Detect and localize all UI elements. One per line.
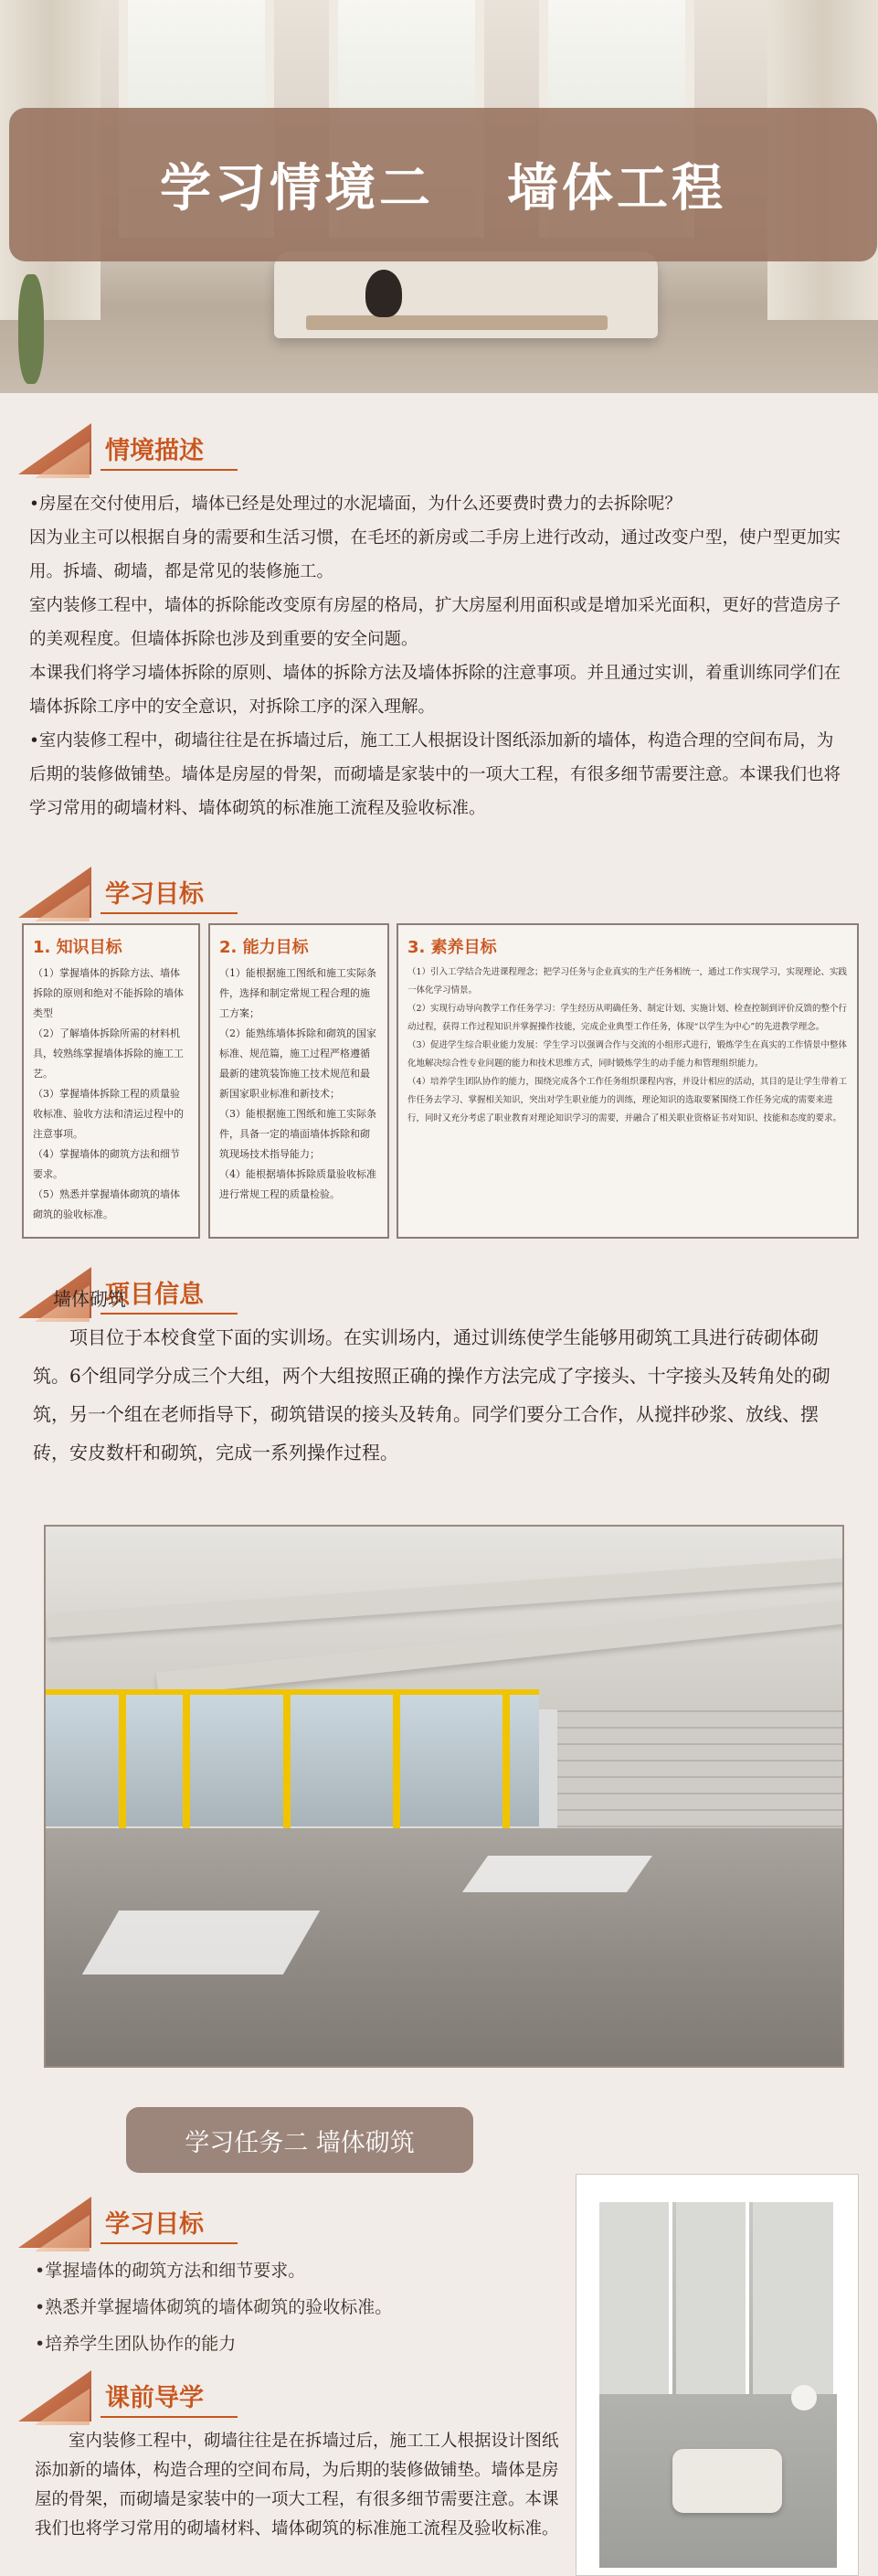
divider [100, 469, 238, 471]
wall-panel [599, 2202, 672, 2394]
divider [100, 912, 238, 914]
scenario-text [29, 487, 850, 825]
box-title: 3. 素养目标 [407, 938, 497, 957]
vase-image [365, 270, 402, 317]
paragraph: •房屋在交付使用后，墙体已经是处理过的水泥墙面，为什么还要费时费力的去拆除呢？ [29, 495, 682, 514]
paragraph: 本课我们将学习墙体拆除的原则、墙体的拆除方法及墙体拆除的注意事项。并且通过实训，着重训练同学们在墙体拆除工序中的安全意识，对拆除工序的深入理解。 [29, 664, 841, 717]
window-bar [393, 1695, 400, 1832]
section-heading-task-goals [18, 2189, 384, 2253]
window-bar [502, 1695, 510, 1832]
section-heading-preview [18, 2363, 384, 2427]
goals-grid [18, 923, 859, 1239]
section-label: 课前导学 [105, 2384, 204, 2412]
brick-wall [557, 1705, 844, 1842]
project-text [33, 1280, 848, 1472]
sunlight [82, 1911, 320, 1975]
windows [46, 1689, 539, 1826]
section-heading-scenario [18, 416, 384, 480]
wall-panel [676, 2202, 749, 2394]
plant-image [18, 274, 44, 384]
divider [100, 2416, 238, 2418]
title-band [9, 108, 877, 261]
training-site-photo [44, 1525, 844, 2068]
hero-banner [0, 0, 878, 393]
page-title [160, 148, 726, 221]
section-label: 项目信息 [105, 1281, 204, 1309]
box-text: （1）引入工学结合先进课程理念；把学习任务与企业真实的生产任务相统一，通过工作实现学习，实现理论、实践一体化学习情景。 （2）实现行动导向教学工作任务学习：学生经历从明确任务、制定计划、实施计划、检查控制到评价反馈的整个行动过程，获得工作过程知识并掌握操作技能，完成企业典型工作任务，体现“以学生为中心”的先进教学理念。 （3）促进学生综合职业能力发展：学生学习以强调合作与交流的小组形式进行，锻炼学生在真实的工作情景中整体化地解决综合性专业问题的能力和技术思维方式，同时锻炼学生的动手能力和管理组织能力。 （4）培养学生团队协作的能力，围绕完成各个工作任务组织课程内容，并设计相应的活动，其目的是让学生带着工作任务去学习、掌握相关知识，突出对学生职业能力的训练，理论知识的选取要紧围绕工作任务完成的需要来进行，同时又充分考虑了职业教育对理论知识学习的需要，并融合了相关职业资格证书对知识、技能和态度的要求。 [407, 967, 848, 1123]
room-image [599, 2202, 837, 2568]
box-text: （1）能根据施工图纸和施工实际条件，选择和制定常规工程合理的施工方案； （2）能熟练墙体拆除和砌筑的国家标准、规范篇，施工过程严格遵循最新的建筑装饰施工技术规范和最新国家职业标准和新技术； （3）能根据施工图纸和施工实际条件，具备一定的墙面墙体拆除和砌筑现场技术指导能力； （4）能根据墙体拆除质量验收标准进行常规工程的质量检验。 [219, 967, 376, 1200]
window-bar [119, 1695, 126, 1832]
section-label: 情境描述 [105, 437, 204, 465]
section-heading-goals [18, 859, 384, 923]
lamp-image [791, 2385, 817, 2411]
knowledge-goal-box [22, 923, 200, 1239]
ability-goal-box [208, 923, 389, 1239]
title-left: 学习情境二 [160, 159, 434, 218]
paragraph: •室内装修工程中，砌墙往往是在拆墙过后，施工工人根据设计图纸添加新的墙体，构造合理的空间布局，为后期的装修做铺垫。墙体是房屋的骨架，而砌墙是家装中的一项大工程，有很多细节需要注意。本课我们也将学习常用的砌墙材料、墙体砌筑的标准施工流程及验收标准。 [29, 731, 841, 818]
interior-photo [576, 2174, 859, 2576]
preview-text: 室内装修工程中，砌墙往往是在拆墙过后，施工工人根据设计图纸添加新的墙体，构造合理的空间布局，为后期的装修做铺垫。墙体是房屋的骨架，而砌墙是家装中的一项大工程，有很多细节需要注意。本课我们也将学习常用的砌墙材料、墙体砌筑的标准施工流程及验收标准。 [35, 2432, 559, 2539]
list-item: •掌握墙体的砌筑方法和细节要求。 [35, 2261, 306, 2281]
window-bar [283, 1695, 291, 1832]
task-goals-list [35, 2252, 546, 2362]
window-bar [183, 1695, 190, 1832]
wall-panel [753, 2202, 837, 2394]
box-title: 2. 能力目标 [219, 938, 309, 957]
chair-image [672, 2449, 782, 2513]
coffee-table-image [306, 315, 608, 330]
project-subtitle: 墙体砌筑 [53, 1288, 126, 1310]
paragraph: 项目位于本校食堂下面的实训场。在实训场内，通过训练使学生能够用砌筑工具进行砖砌体砌筑。6个组同学分成三个大组，两个大组按照正确的操作方法完成了字接头、十字接头及转角处的砌筑，另一个组在老师指导下，砌筑错误的接头及转角。同学们要分工合作，从搅拌砂浆、放线、摆砖，安皮数杆和砌筑，完成一系列操作过程。 [33, 1326, 830, 1464]
literacy-goal-box [397, 923, 859, 1239]
sunlight [462, 1856, 652, 1892]
box-text: （1）掌握墙体的拆除方法、墙体拆除的原则和绝对不能拆除的墙体类型 （2）了解墙体拆除所需的材料机具，较熟练掌握墙体拆除的施工工艺。 （3）掌握墙体拆除工程的质量验收标准、验收方法和清运过程中的注意事项。 （4）掌握墙体的砌筑方法和细节要求。 （5）熟悉并掌握墙体砌筑的墙体砌筑的验收标准。 [33, 967, 184, 1220]
task-title-pill: 学习任务二 墙体砌筑 [126, 2107, 473, 2173]
divider [100, 2242, 238, 2244]
list-item: •熟悉并掌握墙体砌筑的墙体砌筑的验收标准。 [35, 2297, 393, 2317]
section-label: 学习目标 [105, 880, 204, 909]
paragraph: 因为业主可以根据自身的需要和生活习惯，在毛坯的新房或二手房上进行改动，通过改变户型，使户型更加实用。拆墙、砌墙，都是常见的装修施工。 [29, 528, 841, 581]
title-right: 墙体工程 [507, 159, 726, 218]
list-item: •培养学生团队协作的能力 [35, 2334, 237, 2354]
box-title: 1. 知识目标 [33, 938, 122, 957]
paragraph: 室内装修工程中，墙体的拆除能改变原有房屋的格局，扩大房屋利用面积或是增加采光面积，更好的营造房子的美观程度。但墙体拆除也涉及到重要的安全问题。 [29, 596, 841, 649]
section-label: 学习目标 [105, 2210, 204, 2239]
